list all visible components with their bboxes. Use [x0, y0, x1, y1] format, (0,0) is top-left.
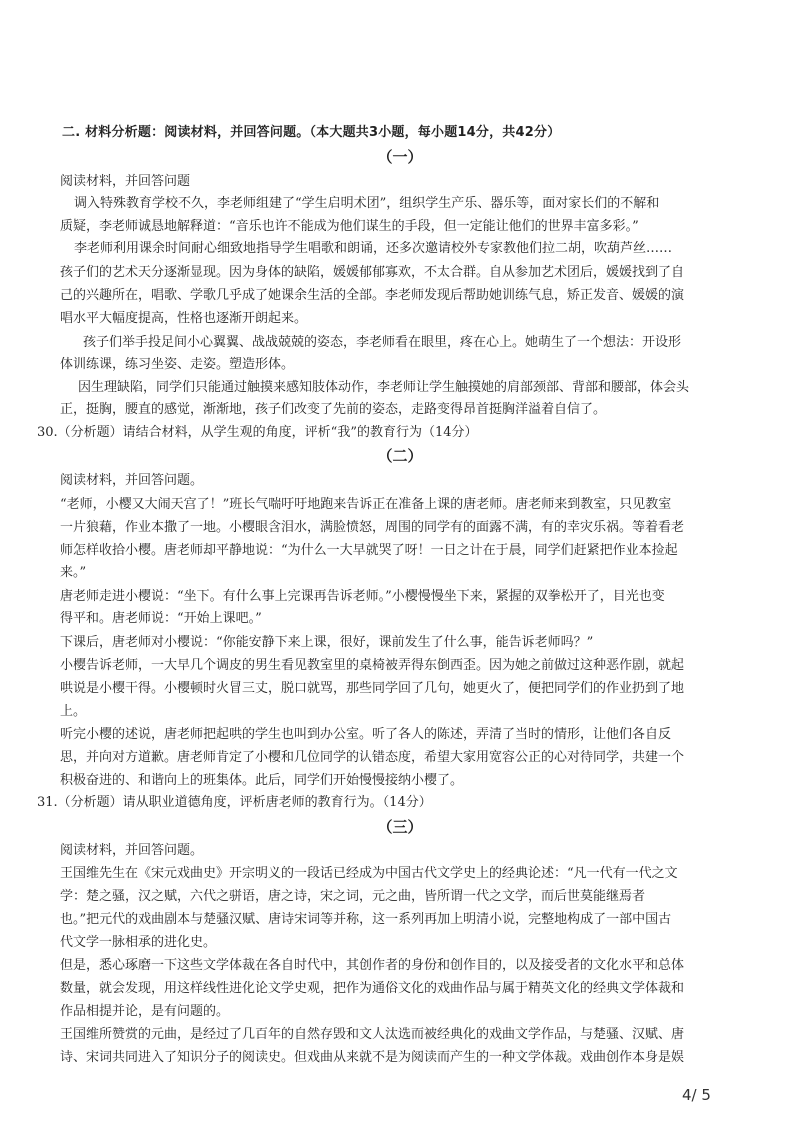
part1-line: 唱水平大幅度提高，性格也逐渐开朗起来。 [60, 311, 308, 326]
part1-line: 因生理缺陷，同学们只能通过触摸来感知肢体动作，李老师让学生触摸她的肩部颈部、背部和腰部，体会头 [78, 380, 690, 395]
part1-line: 孩子们举手投足间小心翼翼、战战兢兢的姿态，李老师看在眼里，疼在心上。她萌生了一个想法：开设形 [83, 335, 682, 350]
part2-line: 阅读材料，并回答问题。 [60, 473, 204, 488]
part1-line: 阅读材料，并回答问题 [60, 174, 191, 189]
question-31: 31.（分析题）请从职业道德角度，评析唐老师的教育行为。（14分） [37, 795, 432, 810]
part1-line: 质疑，李老师诚恳地解释道：“音乐也许不能成为他们谋生的手段，但一定能让他们的世界丰富多彩。” [60, 219, 639, 234]
part1-line: 调入特殊教育学校不久，李老师组建了“学生启明术团”，组织学生产乐、器乐等，面对家长们的不解和 [74, 196, 660, 211]
part1-line: 孩子们的艺术天分逐渐显现。因为身体的缺陷，媛媛郁郁寡欢，不太合群。自从参加艺术团后，媛媛找到了自 [60, 265, 685, 280]
part3-line: 阅读材料，并回答问题。 [60, 843, 204, 858]
part3-line: 数量，就会发现，用这样线性进化论文学史观，把作为通俗文化的戏曲作品与属于精英文化的经典文学体裁和 [60, 981, 685, 996]
part2-line: 来。” [60, 565, 87, 580]
part2-line: 师怎样收拾小樱。唐老师却平静地说：“为什么一大早就哭了呀！一日之计在于晨，同学们赶紧把作业本捡起 [60, 543, 678, 558]
part-title-3: （三） [377, 818, 423, 836]
part3-line: 代文学一脉相承的进化史。 [60, 935, 217, 950]
part2-line: 得平和。唐老师说：“开始上课吧。” [60, 611, 262, 626]
part1-line: 正，挺胸，腰直的感觉，渐渐地，孩子们改变了先前的姿态，走路变得昂首挺胸洋溢着自信了。 [60, 402, 607, 417]
part2-line: “老师，小樱又大闹天宫了！”班长气喘吁吁地跑来告诉正在准备上课的唐老师。唐老师来到教室，只见教室 [60, 497, 672, 512]
part2-line: 唐老师走进小樱说：“坐下。有什么事上完课再告诉老师。”小樱慢慢坐下来，紧握的双拳松开了，目光也变 [60, 589, 665, 604]
question-30: 30.（分析题）请结合材料，从学生观的角度，评析“我”的教育行为（14分） [37, 425, 478, 440]
part3-line: 也。”把元代的戏曲剧本与楚骚汉赋、唐诗宋词等并称，这一系列再加上明清小说，完整地构成了一部中国古 [60, 912, 672, 927]
part1-line: 己的兴趣所在，唱歌、学歌几乎成了她课余生活的全部。李老师发现后帮助她训练气息，矫正发音、媛媛的演 [60, 288, 685, 303]
part3-line: 但是，悉心琢磨一下这些文学体裁在各自时代中，其创作者的身份和创作目的，以及接受者的文化水平和总体 [60, 958, 685, 973]
page-number: 4/ 5 [682, 1086, 711, 1104]
part2-line: 哄说是小樱干得。小樱顿时火冒三丈，脱口就骂，那些同学回了几句，她更火了，便把同学们的作业扔到了地 [60, 681, 685, 696]
part3-line: 诗、宋词共同进入了知识分子的阅读史。但戏曲从来就不是为阅读而产生的一种文学体裁。戏曲创作本身是娱 [60, 1050, 685, 1065]
part2-line: 积极奋进的、和谐向上的班集体。此后，同学们开始慢慢接纳小樱了。 [60, 773, 464, 788]
section-title: 二. 材料分析题：阅读材料，并回答问题。（本大题共3小题，每小题14分，共42分） [62, 125, 561, 140]
part2-line: 思，并向对方道歉。唐老师肯定了小樱和几位同学的认错态度，希望大家用宽容公正的心对待同学，共建一个 [60, 750, 685, 765]
part3-line: 学：楚之骚，汉之赋，六代之骈语，唐之诗，宋之词，元之曲，皆所谓一代之文学，而后世莫能继焉者 [60, 889, 646, 904]
part-title-1: （一） [377, 148, 423, 166]
part2-line: 一片狼藉，作业本撒了一地。小樱眼含泪水，满脸愤怒，周围的同学有的面露不满，有的幸灾乐祸。等着看老 [60, 520, 685, 535]
part3-line: 作品相提并论，是有问题的。 [60, 1004, 230, 1019]
part2-line: 小樱告诉老师，一大早几个调皮的男生看见教室里的桌椅被弄得东倒西歪。因为她之前做过这种恶作剧，就起 [60, 658, 685, 673]
part3-line: 王国维所赞赏的元曲，是经过了几百年的自然存毁和文人汰选而被经典化的戏曲文学作品，与楚骚、汉赋、唐 [60, 1027, 685, 1042]
part1-line: 体训练课，练习坐姿、走姿。塑造形体。 [60, 357, 295, 372]
part-title-2: （二） [377, 447, 423, 465]
part1-line: 李老师利用课余时间耐心细致地指导学生唱歌和朗诵，还多次邀请校外专家教他们拉二胡，吹葫芦丝…… [74, 241, 673, 256]
part2-line: 上。 [60, 704, 87, 719]
part2-line: 下课后，唐老师对小樱说：“你能安静下来上课，很好，课前发生了什么事，能告诉老师吗？” [60, 635, 594, 650]
part2-line: 听完小樱的述说，唐老师把起哄的学生也叫到办公室。听了各人的陈述，弄清了当时的情形，让他们各自反 [60, 727, 672, 742]
part3-line: 王国维先生在《宋元戏曲史》开宗明义的一段话已经成为中国古代文学史上的经典论述：“凡一代有一代之文 [60, 866, 678, 881]
